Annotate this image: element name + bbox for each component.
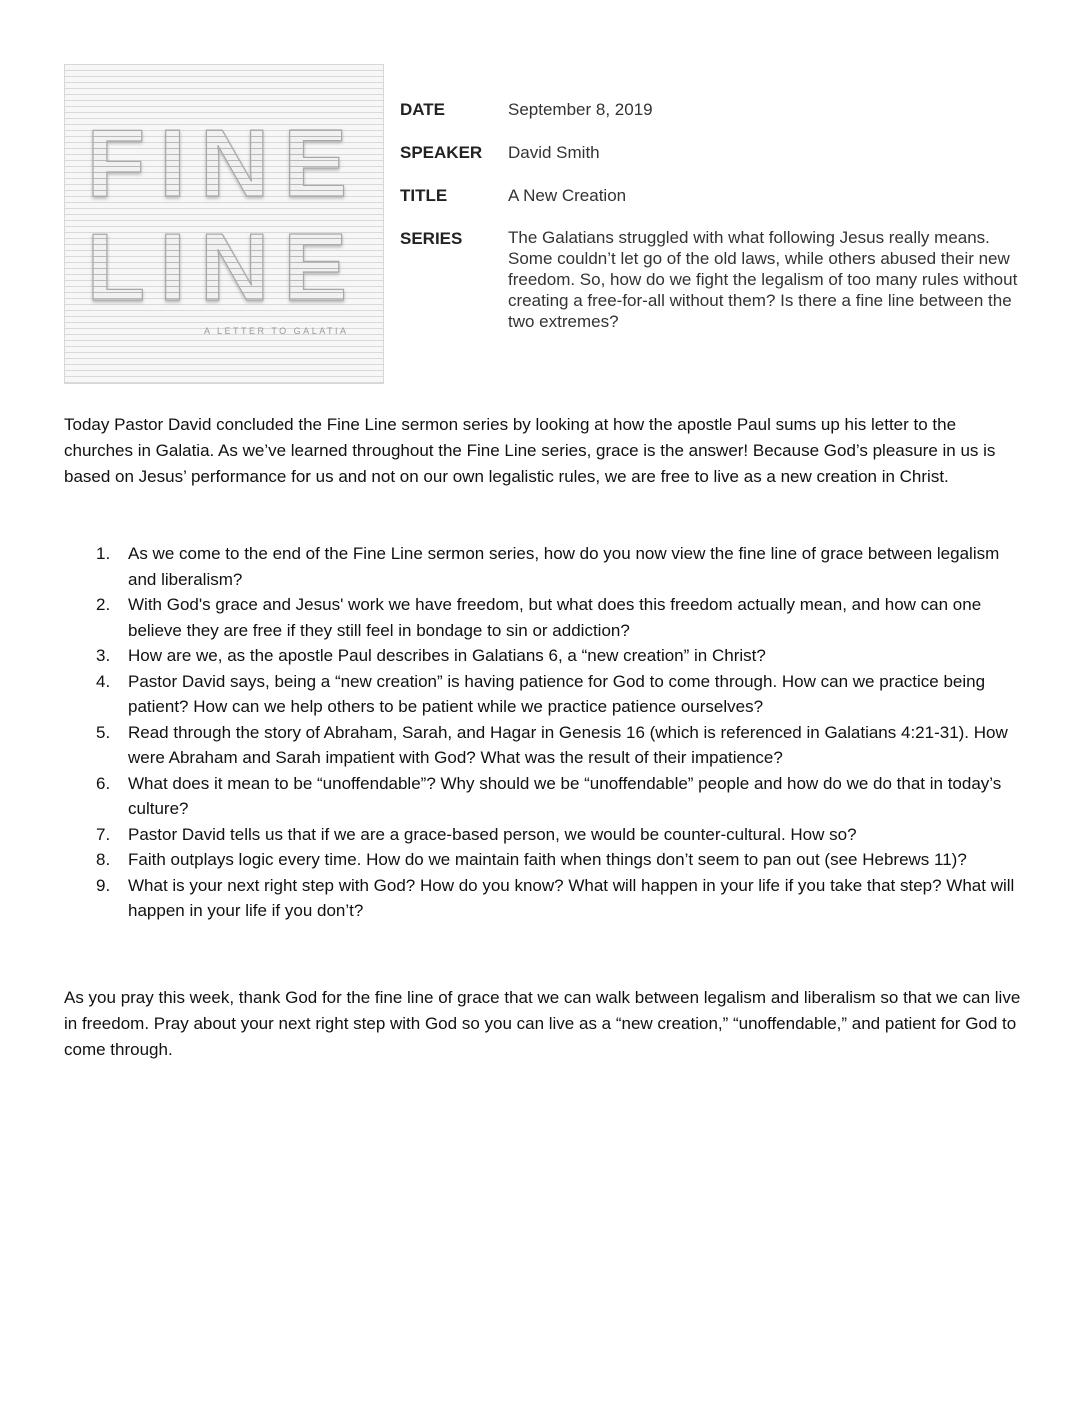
- logo-title-line-2: LINE: [86, 214, 362, 321]
- question-text: How are we, as the apostle Paul describes in Galatians 6, a “new creation” in Christ?: [128, 646, 766, 665]
- intro-paragraph: Today Pastor David concluded the Fine Line sermon series by looking at how the apostle Paul sums up his letter to the churches in Galatia. As we’ve learned throughout the Fine Line series, grace is the answer! Because God’s pleasure in us is based on Jesus’ performance for us and not on our own legalistic rules, we are free to live as a new creation in Christ.: [64, 415, 996, 486]
- date-value: September 8, 2019: [508, 100, 653, 119]
- question-item: [96, 771, 1026, 822]
- question-number: 5.: [96, 722, 111, 742]
- meta-row-speaker: [400, 141, 1040, 165]
- title-label: TITLE: [400, 186, 448, 205]
- series-description: The Galatians struggled with what following Jesus really means. Some couldn’t let go of the old laws, while others abused their new freedom. So, how do we fight the legalism of too many rules without creating a free-for-all without them? Is there a fine line between the two extremes?: [508, 228, 1018, 331]
- question-number: 4.: [96, 671, 111, 691]
- question-text: Faith outplays logic every time. How do we maintain faith when things don’t seem to pan out (see Hebrews 11)?: [128, 850, 967, 869]
- question-text: What does it mean to be “unoffendable”? Why should we be “unoffendable” people and how do we do that in today’s culture?: [128, 773, 1002, 818]
- question-number: 6.: [96, 773, 111, 793]
- question-number: 7.: [96, 824, 111, 844]
- meta-row-title: [400, 184, 1040, 208]
- speaker-value: David Smith: [508, 143, 600, 162]
- logo-subtitle: A LETTER TO GALATIA: [204, 326, 349, 336]
- sermon-metadata: [400, 98, 1040, 351]
- question-text: What is your next right step with God? How do you know? What will happen in your life if you take that step? What will happen in your life if you don’t?: [128, 875, 1015, 920]
- series-logo: [64, 64, 384, 384]
- sermon-series-artwork: [64, 64, 384, 384]
- question-item: [96, 643, 1026, 669]
- question-text: With God's grace and Jesus' work we have freedom, but what does this freedom actually mean, and how can one believe they are free if they still feel in bondage to sin or addiction?: [128, 595, 982, 640]
- logo-title-line-1: FINE: [86, 110, 362, 217]
- question-item: [96, 592, 1026, 643]
- meta-row-date: [400, 98, 1040, 122]
- title-value: A New Creation: [508, 186, 627, 205]
- question-item: [96, 541, 1026, 592]
- date-label: DATE: [400, 100, 446, 119]
- question-item: [96, 669, 1026, 720]
- question-item: [96, 873, 1026, 924]
- question-item: [96, 822, 1026, 848]
- question-text: As we come to the end of the Fine Line sermon series, how do you now view the fine line of grace between legalism and liberalism?: [128, 544, 1000, 589]
- question-text: Pastor David tells us that if we are a grace-based person, we would be counter-cultural. How so?: [128, 824, 857, 844]
- closing-paragraph: As you pray this week, thank God for the fine line of grace that we can walk between legalism and liberalism so that we can live in freedom. Pray about your next right step with God so you can live as a “new creation,” “unoffendable,” and patient for God to come through.: [64, 988, 1021, 1059]
- question-number: 8.: [96, 850, 111, 869]
- question-item: [96, 720, 1026, 771]
- question-text: Read through the story of Abraham, Sarah, and Hagar in Genesis 16 (which is referenced in Galatians 4:21-31). How were Abraham and Sarah impatient with God? What was the result of their impatience?: [128, 722, 1008, 767]
- question-number: 1.: [96, 544, 111, 563]
- question-number: 9.: [96, 875, 111, 895]
- discussion-questions: [96, 541, 1026, 924]
- meta-row-series: [400, 227, 1040, 332]
- series-label: SERIES: [400, 229, 463, 248]
- question-number: 2.: [96, 595, 111, 614]
- speaker-label: SPEAKER: [400, 143, 483, 162]
- question-number: 3.: [96, 646, 111, 665]
- question-text: Pastor David says, being a “new creation” is having patience for God to come through. How can we practice being patient? How can we help others to be patient while we practice patience ourselves?: [128, 671, 986, 716]
- question-item: [96, 847, 1026, 873]
